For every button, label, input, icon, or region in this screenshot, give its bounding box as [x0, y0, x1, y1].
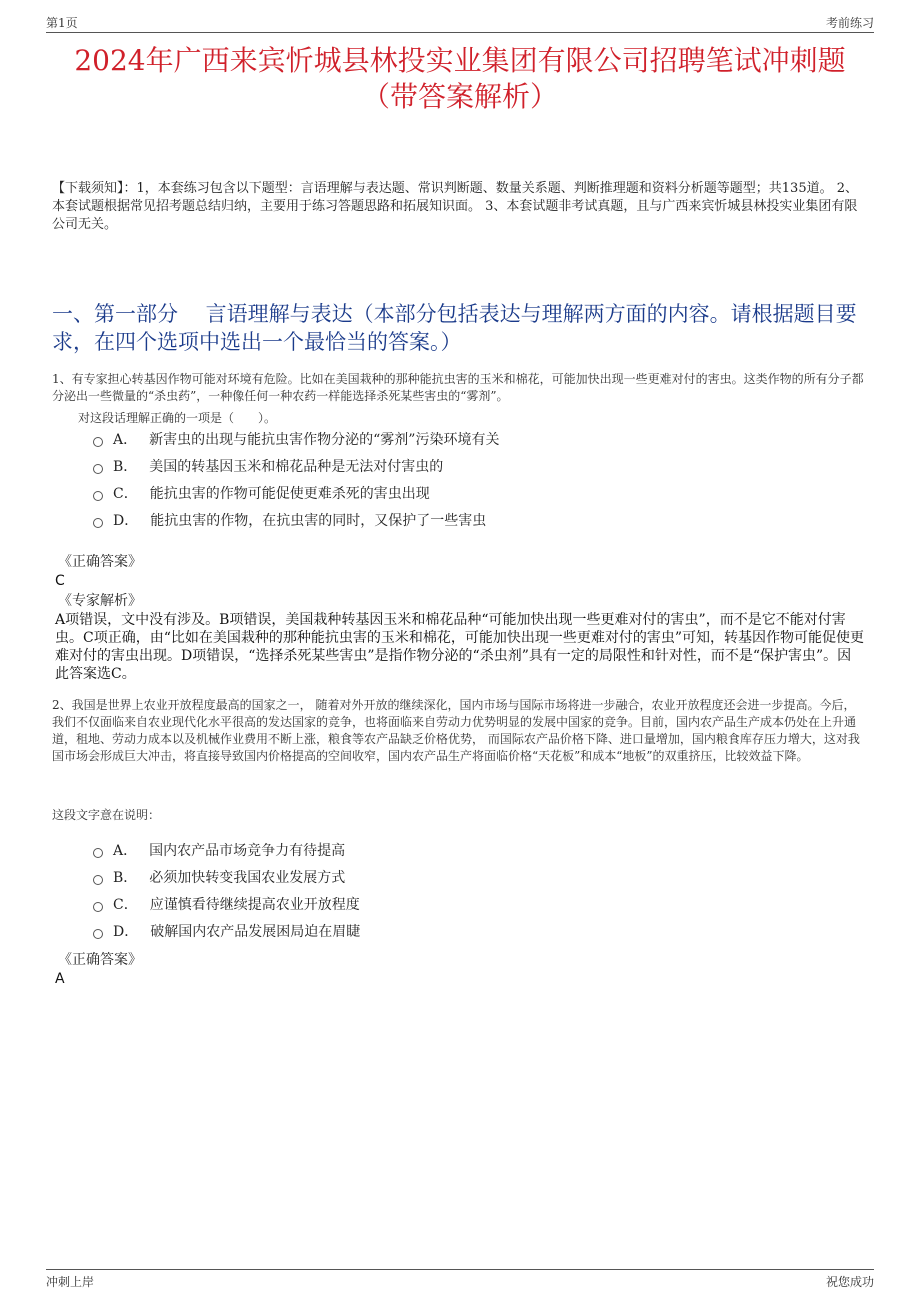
footer-right-label: 祝您成功 [825, 1275, 874, 1289]
download-notice: 【下载须知】：1，本套练习包含以下题型：言语理解与表达题、常识判断题、数量关系题、判断推理题和资料分析题等题型；共135道。 2、本套试题根据常见招考题总结归纳，主要用于练习答题思路和拓展知识面。 3、本套试题非考试真题，且与广西来宾忻城县林投实业集团有限公司无关。 [52, 181, 858, 232]
option-text: 破解国内农产品发展困局迫在眉睫 [150, 924, 361, 940]
question-2-answer-label: 《正确答案》 [58, 952, 142, 968]
option-letter: A． [113, 843, 138, 859]
question-1-answer: C [55, 573, 65, 589]
question-1-option-b[interactable] [93, 457, 443, 477]
option-letter: C． [113, 486, 138, 502]
header-rule [46, 32, 874, 33]
question-2-prompt: 这段文字意在说明： [52, 808, 161, 822]
question-2-option-b[interactable] [93, 868, 345, 888]
option-text: 应谨慎看待继续提高农业开放程度 [149, 897, 360, 913]
option-letter: B． [113, 459, 138, 475]
question-1-option-d[interactable] [93, 511, 486, 531]
option-text: 美国的转基因玉米和棉花品种是无法对付害虫的 [149, 459, 444, 475]
radio-icon[interactable] [93, 902, 103, 912]
radio-icon[interactable] [93, 464, 103, 474]
question-2-option-c[interactable] [93, 895, 360, 915]
footer-left-label: 冲刺上岸 [46, 1275, 95, 1289]
option-letter: A． [113, 432, 138, 448]
radio-icon[interactable] [93, 491, 103, 501]
question-2-option-a[interactable] [93, 841, 345, 861]
option-text: 必须加快转变我国农业发展方式 [149, 870, 346, 886]
question-1-analysis-label: 《专家解析》 [58, 593, 142, 609]
radio-icon[interactable] [93, 437, 103, 447]
option-text: 国内农产品市场竞争力有待提高 [149, 843, 346, 859]
option-letter: D． [113, 924, 139, 940]
question-2-stem: 2、我国是世界上农业开放程度最高的国家之一， 随着对外开放的继续深化，国内市场与国际市场将进一步融合，农业开放程度还会进一步提高。今后，我们不仅面临来自农业现代化水平很高的发达国家的竞争，也将面临来自劳动力优势明显的发展中国家的竞争。目前，国内农产品生产成本仍处在上升通道，租地、劳动力成本以及机械作业费用不断上涨，粮食等农产品缺乏价格优势， 而国际农产品价格下降、进口量增加，国内粮食库存压力增大，这对我国市场会形成巨大冲击，将直接导致国内价格提高的空间收窄，国内农产品生产将面临价格“天花板”和成本“地板”的双重挤压，比较效益下降。 [52, 698, 860, 763]
question-2-option-d[interactable] [93, 922, 360, 942]
option-text: 能抗虫害的作物，在抗虫害的同时，又保护了一些害虫 [150, 513, 487, 529]
radio-icon[interactable] [93, 929, 103, 939]
radio-icon[interactable] [93, 518, 103, 528]
document-title: 2024年广西来宾忻城县林投实业集团有限公司招聘笔试冲刺题 [74, 44, 846, 77]
radio-icon[interactable] [93, 875, 103, 885]
option-text: 新害虫的出现与能抗虫害作物分泌的“雾剂”污染环境有关 [149, 432, 500, 448]
section-heading: 一、第一部分 言语理解与表达（本部分包括表达与理解两方面的内容。请根据题目要求，在四个选项中选出一个最恰当的答案。） [52, 302, 857, 354]
document-subtitle: （带答案解析） [361, 80, 558, 113]
header-right-label: 考前练习 [825, 16, 874, 30]
header-page-number: 第1页 [46, 16, 78, 30]
question-1-stem: 1、有专家担心转基因作物可能对环境有危险。比如在美国栽种的那种能抗虫害的玉米和棉花，可能加快出现一些更难对付的害虫。这类作物的所有分子都分泌出一些微量的“杀虫药”，一种像任何一种农药一样能选择杀死某些害虫的“雾剂”。 [52, 372, 864, 403]
question-1-prompt: 对这段话理解正确的一项是（ ）。 [78, 411, 277, 425]
option-text: 能抗虫害的作物可能促使更难杀死的害虫出现 [149, 486, 430, 502]
option-letter: D． [113, 513, 139, 529]
option-letter: B． [113, 870, 138, 886]
radio-icon[interactable] [93, 848, 103, 858]
question-2-answer: A [55, 971, 65, 987]
question-1-answer-label: 《正确答案》 [58, 554, 142, 570]
option-letter: C． [113, 897, 138, 913]
question-1-option-c[interactable] [93, 484, 430, 504]
footer-rule [46, 1269, 874, 1270]
question-1-analysis: A项错误，文中没有涉及。B项错误，美国栽种转基因玉米和棉花品种“可能加快出现一些更难对付的害虫”，而不是它不能对付害虫。C项正确，由“比如在美国栽种的那种能抗虫害的玉米和棉花，可能加快出现一些更难对付的害虫”可知，转基因作物可能促使更难对付的害虫出现。D项错误，“选择杀死某些害虫”是指作物分泌的“杀虫剂”具有一定的局限性和针对性，而不是“保护害虫”。因此答案选C。 [55, 612, 865, 682]
question-1-option-a[interactable] [93, 430, 499, 450]
